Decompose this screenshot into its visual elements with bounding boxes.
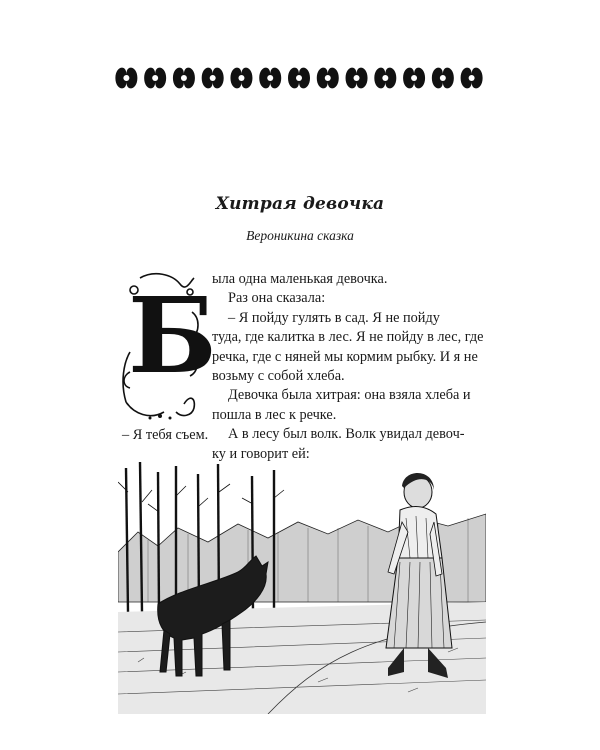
- ornament-motif: [461, 68, 483, 89]
- ornament-motif: [202, 68, 224, 89]
- story-subtitle: Вероникина сказка: [246, 228, 354, 243]
- ornament-motif: [115, 68, 137, 89]
- text-line: туда, где калитка в лес. Я не пойду в лес, где: [212, 329, 484, 346]
- drop-cap: [120, 272, 217, 422]
- ornament-motif: [346, 68, 368, 89]
- ornament-motif: [230, 68, 252, 89]
- ornament-motif: [288, 68, 310, 89]
- ornament-motif: [173, 68, 195, 89]
- ornament-motif: [432, 68, 454, 89]
- story-text: [212, 270, 484, 464]
- story-title: Хитрая девочка: [215, 194, 385, 214]
- text-line: – Я пойду гулять в сад. Я не пойду: [228, 309, 440, 326]
- header-ornament: [112, 60, 486, 96]
- text-line: возьму с собой хлеба.: [212, 368, 345, 385]
- ornament-motif: [403, 68, 425, 89]
- text-line: ку и говорит ей:: [212, 445, 310, 462]
- text-line: Девочка была хитрая: она взяла хлеба и: [228, 387, 471, 404]
- ornament-motif: [259, 68, 281, 89]
- text-line: Раз она сказала:: [228, 290, 326, 307]
- text-line: пошла в лес к речке.: [212, 406, 337, 423]
- text-line: ыла одна маленькая девочка.: [212, 271, 388, 287]
- text-line: А в лесу был волк. Волк увидал девоч-: [228, 426, 465, 443]
- ornament-motif: [317, 68, 339, 89]
- ornament-motif: [374, 68, 396, 89]
- illustration-girl-and-wolf: [118, 462, 486, 714]
- text-line-last: – Я тебя съем.: [122, 427, 209, 443]
- drop-cap-letter: Б: [128, 274, 217, 397]
- ornament-motif: [144, 68, 166, 89]
- text-line: речка, где с няней мы кормим рыбку. И я не: [212, 348, 478, 365]
